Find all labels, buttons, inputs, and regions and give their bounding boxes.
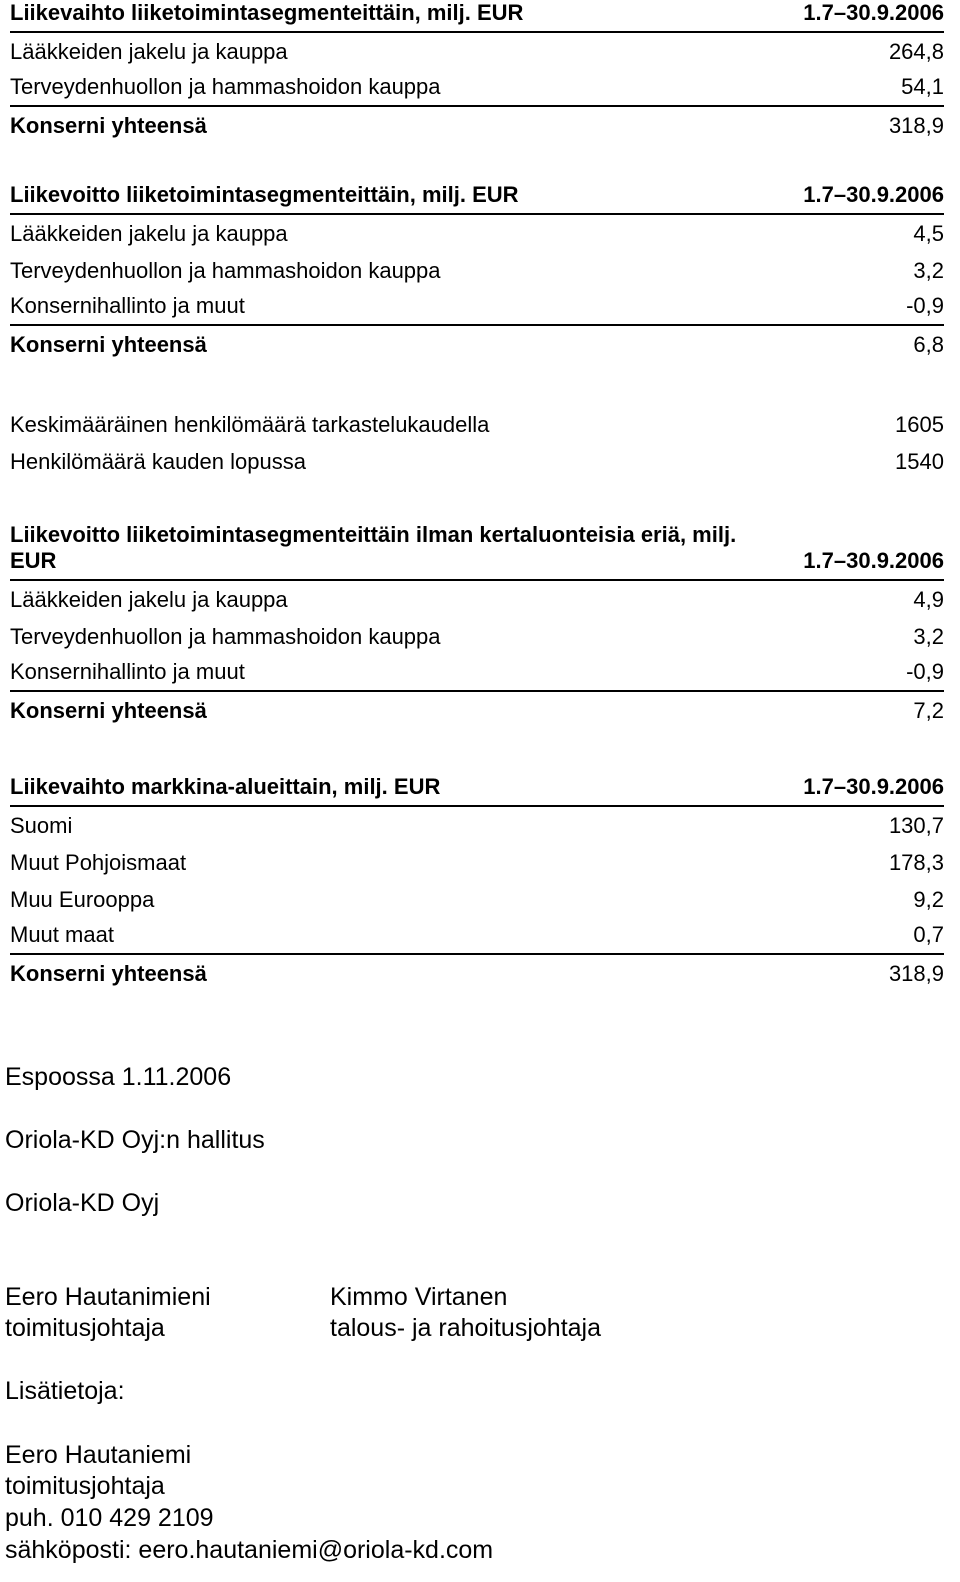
table-header bbox=[10, 770, 944, 807]
signatory-1-name: Eero Hautanimieni bbox=[5, 1283, 211, 1311]
table-row bbox=[10, 289, 944, 326]
table-row bbox=[10, 252, 944, 289]
row-label: Konsernihallinto ja muut bbox=[10, 659, 245, 684]
contact-email: sähköposti: eero.hautaniemi@oriola-kd.com bbox=[5, 1536, 494, 1564]
table-row bbox=[10, 406, 944, 443]
row-label: Lääkkeiden jakelu ja kauppa bbox=[10, 587, 288, 612]
row-label: Lääkkeiden jakelu ja kauppa bbox=[10, 39, 288, 64]
row-value: 4,5 bbox=[913, 221, 944, 246]
table-row bbox=[10, 581, 944, 618]
total-row bbox=[10, 692, 944, 729]
total-value: 7,2 bbox=[913, 698, 944, 723]
table-row bbox=[10, 215, 944, 252]
personnel-table bbox=[10, 406, 944, 480]
row-value: 0,7 bbox=[913, 922, 944, 947]
table-row bbox=[10, 655, 944, 692]
table-row bbox=[10, 70, 944, 107]
header-label: Liikevoitto liiketoimintasegmenteittäin, milj. EUR bbox=[10, 182, 519, 207]
revenue-by-segment-table bbox=[10, 0, 944, 144]
row-label: Terveydenhuollon ja hammashoidon kauppa bbox=[10, 258, 441, 283]
total-label: Konserni yhteensä bbox=[10, 698, 207, 723]
row-label: Keskimääräinen henkilömäärä tarkastelukaudella bbox=[10, 412, 490, 437]
row-value: -0,9 bbox=[906, 293, 944, 318]
header-label: Liikevoitto liiketoimintasegmenteittäin ilman kertaluonteisia eriä, milj. EUR bbox=[10, 522, 737, 573]
table-row bbox=[10, 443, 944, 480]
header-period: 1.7–30.9.2006 bbox=[803, 182, 944, 207]
table-row bbox=[10, 618, 944, 655]
row-value: 1605 bbox=[895, 412, 944, 437]
signatory-2-title: talous- ja rahoitusjohtaja bbox=[330, 1314, 601, 1342]
total-label: Konserni yhteensä bbox=[10, 961, 207, 986]
signatory-2-name: Kimmo Virtanen bbox=[330, 1283, 508, 1311]
row-label: Muu Eurooppa bbox=[10, 887, 155, 912]
contact-name: Eero Hautaniemi bbox=[5, 1441, 192, 1469]
table-header bbox=[10, 521, 944, 581]
header-period: 1.7–30.9.2006 bbox=[803, 0, 944, 25]
header-label: Liikevaihto markkina-alueittain, milj. EUR bbox=[10, 774, 441, 799]
table-row bbox=[10, 918, 944, 955]
header-period: 1.7–30.9.2006 bbox=[803, 548, 944, 573]
row-label: Suomi bbox=[10, 813, 73, 838]
signatory-1-title: toimitusjohtaja bbox=[5, 1314, 165, 1342]
table-row bbox=[10, 33, 944, 70]
row-value: 3,2 bbox=[913, 258, 944, 283]
table-header bbox=[10, 0, 944, 33]
row-value: -0,9 bbox=[906, 659, 944, 684]
total-row bbox=[10, 107, 944, 144]
row-value: 264,8 bbox=[888, 39, 944, 64]
row-label: Lääkkeiden jakelu ja kauppa bbox=[10, 221, 288, 246]
row-label: Terveydenhuollon ja hammashoidon kauppa bbox=[10, 74, 441, 99]
revenue-by-market-area-table bbox=[10, 770, 944, 992]
place-date: Espoossa 1.11.2006 bbox=[5, 1063, 232, 1091]
row-label: Terveydenhuollon ja hammashoidon kauppa bbox=[10, 624, 441, 649]
row-value: 9,2 bbox=[913, 887, 944, 912]
table-row bbox=[10, 844, 944, 881]
operating-profit-excl-nonrecurring-table bbox=[10, 521, 944, 729]
total-row bbox=[10, 326, 944, 363]
header-label: Liikevaihto liiketoimintasegmenteittäin, milj. EUR bbox=[10, 0, 524, 25]
contact-phone: puh. 010 429 2109 bbox=[5, 1504, 214, 1532]
contact-title: toimitusjohtaja bbox=[5, 1472, 165, 1500]
total-value: 318,9 bbox=[888, 961, 944, 986]
row-label: Muut maat bbox=[10, 922, 114, 947]
total-label: Konserni yhteensä bbox=[10, 113, 207, 138]
total-row bbox=[10, 955, 944, 992]
total-value: 318,9 bbox=[888, 113, 944, 138]
company-name: Oriola-KD Oyj bbox=[5, 1189, 160, 1217]
row-value: 130,7 bbox=[888, 813, 944, 838]
row-value: 3,2 bbox=[913, 624, 944, 649]
row-label: Henkilömäärä kauden lopussa bbox=[10, 449, 306, 474]
row-value: 4,9 bbox=[913, 587, 944, 612]
total-value: 6,8 bbox=[913, 332, 944, 357]
row-label: Konsernihallinto ja muut bbox=[10, 293, 245, 318]
board-name: Oriola-KD Oyj:n hallitus bbox=[5, 1126, 265, 1154]
total-label: Konserni yhteensä bbox=[10, 332, 207, 357]
row-value: 54,1 bbox=[901, 74, 944, 99]
header-period: 1.7–30.9.2006 bbox=[803, 774, 944, 799]
table-header bbox=[10, 178, 944, 215]
table-row bbox=[10, 881, 944, 918]
row-value: 178,3 bbox=[888, 850, 944, 875]
row-value: 1540 bbox=[895, 449, 944, 474]
operating-profit-by-segment-table bbox=[10, 178, 944, 363]
info-label: Lisätietoja: bbox=[5, 1377, 125, 1405]
row-label: Muut Pohjoismaat bbox=[10, 850, 187, 875]
table-row bbox=[10, 807, 944, 844]
